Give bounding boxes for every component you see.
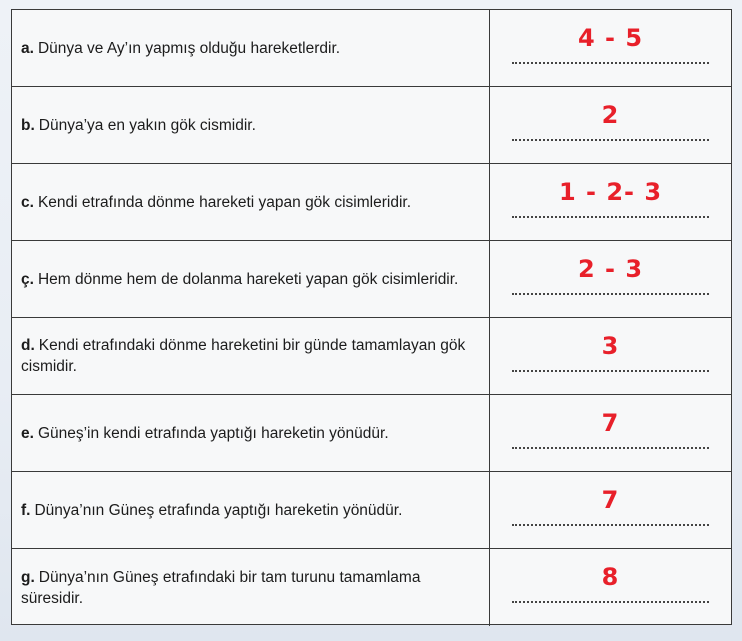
table-row	[12, 241, 731, 318]
table-row	[12, 10, 731, 87]
question-cell	[12, 164, 490, 240]
table-row	[12, 395, 731, 472]
question-text: Kendi etrafındaki dönme hareketini bir günde tamamlayan gök cismidir.	[21, 337, 466, 375]
answer-cell	[490, 10, 731, 86]
table-row	[12, 318, 731, 395]
dotted-answer-line	[512, 447, 709, 449]
handwritten-answer: 7	[601, 409, 620, 437]
question-text: Dünya ve Ay’ın yapmış olduğu hareketlerdir.	[37, 39, 341, 57]
table-row	[12, 87, 731, 164]
table-row	[12, 549, 731, 626]
question-text: Dünya’ya en yakın gök cismidir.	[38, 116, 256, 134]
question-text: Dünya’nın Güneş etrafında yaptığı hareketin yönüdür.	[34, 501, 403, 519]
question-text: Kendi etrafında dönme hareketi yapan gök cisimleridir.	[37, 193, 412, 211]
question-letter: f.	[21, 501, 31, 519]
question-cell	[12, 241, 490, 317]
answer-cell	[490, 241, 731, 317]
question-cell	[12, 549, 490, 626]
dotted-answer-line	[512, 524, 709, 526]
handwritten-answer: 2	[601, 101, 620, 129]
question-cell	[12, 318, 490, 394]
handwritten-answer: 2 - 3	[577, 255, 644, 283]
question-table	[11, 9, 732, 625]
handwritten-answer: 3	[601, 332, 620, 360]
dotted-answer-line	[512, 139, 709, 141]
question-cell	[12, 87, 490, 163]
dotted-answer-line	[512, 216, 709, 218]
question-letter: a.	[21, 39, 34, 57]
question-letter: g.	[21, 568, 35, 586]
question-letter: ç.	[21, 270, 34, 288]
answer-cell	[490, 164, 731, 240]
answer-cell	[490, 395, 731, 471]
answer-cell	[490, 318, 731, 394]
handwritten-answer: 8	[601, 563, 620, 591]
question-letter: b.	[21, 116, 35, 134]
question-cell	[12, 472, 490, 548]
handwritten-answer: 7	[601, 486, 620, 514]
question-cell	[12, 395, 490, 471]
dotted-answer-line	[512, 62, 709, 64]
question-text: Güneş’in kendi etrafında yaptığı hareketin yönüdür.	[37, 424, 389, 442]
answer-cell	[490, 87, 731, 163]
question-letter: c.	[21, 193, 34, 211]
question-text: Hem dönme hem de dolanma hareketi yapan gök cisimleridir.	[37, 270, 459, 288]
answer-cell	[490, 549, 731, 626]
table-row	[12, 472, 731, 549]
dotted-answer-line	[512, 293, 709, 295]
question-text: Dünya’nın Güneş etrafındaki bir tam turunu tamamlama süresidir.	[21, 568, 421, 607]
handwritten-answer: 4 - 5	[577, 24, 644, 52]
question-letter: d.	[21, 337, 35, 354]
answer-cell	[490, 472, 731, 548]
handwritten-answer: 1 - 2- 3	[558, 178, 663, 206]
table-row	[12, 164, 731, 241]
dotted-answer-line	[512, 601, 709, 603]
question-letter: e.	[21, 424, 34, 442]
question-cell	[12, 10, 490, 86]
dotted-answer-line	[512, 370, 709, 372]
